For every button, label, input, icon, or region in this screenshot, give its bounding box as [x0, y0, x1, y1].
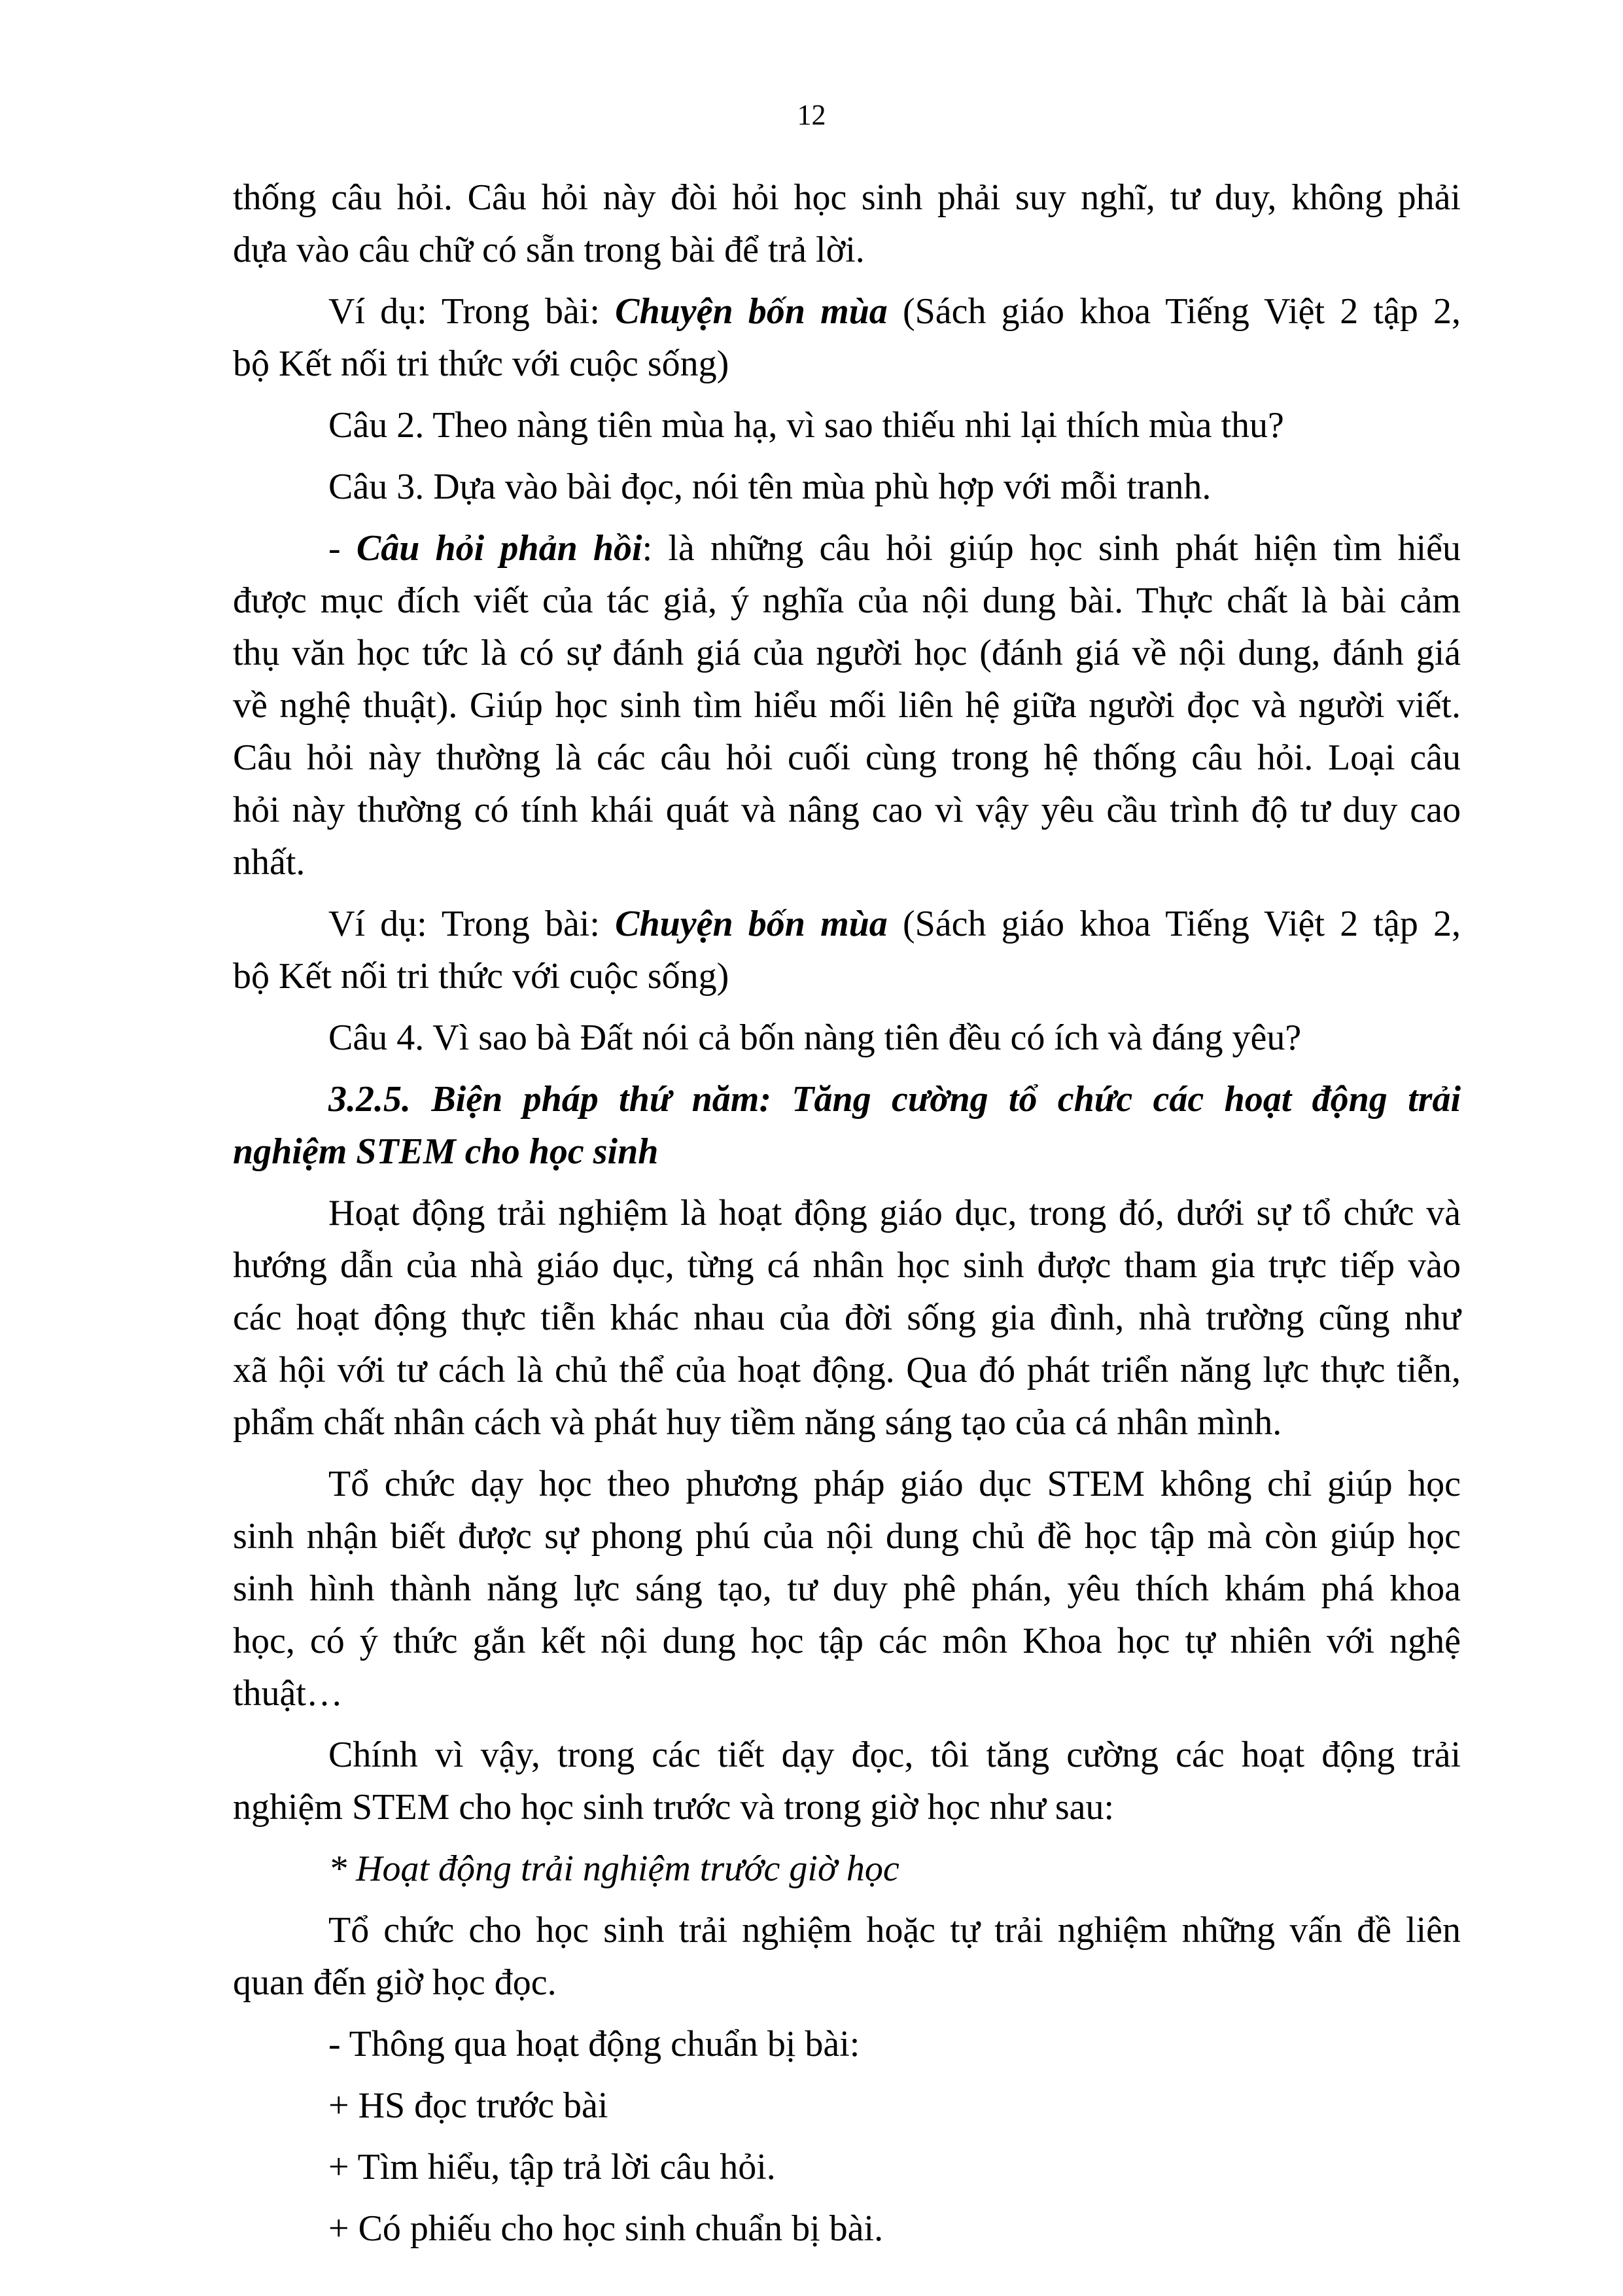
section-heading: 3.2.5. Biện pháp thứ năm: Tăng cường tổ chức các hoạt động trải: [328, 1079, 1461, 1120]
paragraph-line: dựa vào câu chữ có sẵn trong bài để trả lời.: [233, 230, 865, 270]
dash: -: [328, 528, 357, 569]
page-number: 12: [797, 99, 826, 131]
paragraph-line: nghiệm STEM cho học sinh trước và trong giờ học như sau:: [233, 1787, 1115, 1828]
example-line: [233, 285, 1461, 338]
paragraph-line: Tổ chức dạy học theo phương pháp giáo dục STEM không chỉ giúp học: [328, 1464, 1461, 1504]
lesson-title: Chuyện bốn mùa: [615, 904, 888, 944]
example-suffix: (Sách giáo khoa Tiếng Việt 2 tập 2,: [887, 291, 1461, 332]
paragraph-line: Chính vì vậy, trong các tiết dạy đọc, tôi tăng cường các hoạt động trải: [328, 1735, 1461, 1775]
question-4: Câu 4. Vì sao bà Đất nói cả bốn nàng tiên đều có ích và đáng yêu?: [328, 1017, 1302, 1058]
paragraph-line: nhất.: [233, 842, 305, 883]
paragraph-line: Câu hỏi này thường là các câu hỏi cuối cùng trong hệ thống câu hỏi. Loại câu: [233, 737, 1461, 778]
paragraph-line: về nghệ thuật). Giúp học sinh tìm hiểu mối liên hệ giữa người đọc và người viết.: [233, 685, 1461, 726]
paragraph-line: Hoạt động trải nghiệm là hoạt động giáo dục, trong đó, dưới sự tổ chức và: [328, 1193, 1461, 1233]
document-body: [233, 171, 1461, 2255]
example-prefix: Ví dụ: Trong bài:: [328, 904, 616, 944]
list-item: + HS đọc trước bài: [328, 2085, 608, 2126]
paragraph-line: sinh nhận biết được sự phong phú của nội dung chủ đề học tập mà còn giúp học: [233, 1516, 1461, 1557]
example-line: [233, 898, 1461, 950]
list-item: + Có phiếu cho học sinh chuẩn bị bài.: [328, 2208, 884, 2249]
paragraph-line: hỏi này thường có tính khái quát và nâng cao vì vậy yêu cầu trình độ tư duy cao: [233, 790, 1461, 830]
paragraph-line: thụ văn học tức là có sự đánh giá của người học (đánh giá về nội dung, đánh giá: [233, 633, 1461, 673]
feedback-question-intro: [233, 522, 1461, 574]
example-suffix: (Sách giáo khoa Tiếng Việt 2 tập 2,: [887, 904, 1461, 944]
subsection-heading: * Hoạt động trải nghiệm trước giờ học: [328, 1848, 899, 1889]
question-3: Câu 3. Dựa vào bài đọc, nói tên mùa phù hợp với mỗi tranh.: [328, 467, 1212, 507]
paragraph-line: quan đến giờ học đọc.: [233, 1962, 557, 2003]
section-heading: nghiệm STEM cho học sinh: [233, 1131, 659, 1172]
feedback-term: Câu hỏi phản hồi: [356, 528, 642, 569]
example-line: bộ Kết nối tri thức với cuộc sống): [233, 344, 729, 384]
feedback-definition: : là những câu hỏi giúp học sinh phát hiện tìm hiểu: [642, 528, 1461, 569]
example-line: bộ Kết nối tri thức với cuộc sống): [233, 956, 729, 997]
question-2: Câu 2. Theo nàng tiên mùa hạ, vì sao thiếu nhi lại thích mùa thu?: [328, 405, 1284, 446]
example-prefix: Ví dụ: Trong bài:: [328, 291, 616, 332]
paragraph-line: các hoạt động thực tiễn khác nhau của đời sống gia đình, nhà trường cũng như: [233, 1298, 1461, 1338]
paragraph-line: thống câu hỏi. Câu hỏi này đòi hỏi học sinh phải suy nghĩ, tư duy, không phải: [233, 177, 1461, 218]
paragraph-line: sinh hình thành năng lực sáng tạo, tư duy phê phán, yêu thích khám phá khoa: [233, 1568, 1461, 1609]
paragraph-line: Tổ chức cho học sinh trải nghiệm hoặc tự trải nghiệm những vấn đề liên: [328, 1910, 1461, 1951]
paragraph-line: hướng dẫn của nhà giáo dục, từng cá nhân học sinh được tham gia trực tiếp vào: [233, 1245, 1461, 1286]
paragraph-line: xã hội với tư cách là chủ thể của hoạt động. Qua đó phát triển năng lực thực tiễn,: [233, 1350, 1461, 1390]
paragraph-line: phẩm chất nhân cách và phát huy tiềm năng sáng tạo của cá nhân mình.: [233, 1402, 1282, 1443]
list-intro: - Thông qua hoạt động chuẩn bị bài:: [328, 2024, 860, 2064]
list-item: + Tìm hiểu, tập trả lời câu hỏi.: [328, 2147, 776, 2187]
paragraph-line: được mục đích viết của tác giả, ý nghĩa của nội dung bài. Thực chất là bài cảm: [233, 580, 1461, 621]
lesson-title: Chuyện bốn mùa: [615, 291, 888, 332]
paragraph-line: thuật…: [233, 1673, 343, 1714]
paragraph-line: học, có ý thức gắn kết nội dung học tập các môn Khoa học tự nhiên với nghệ: [233, 1621, 1461, 1661]
